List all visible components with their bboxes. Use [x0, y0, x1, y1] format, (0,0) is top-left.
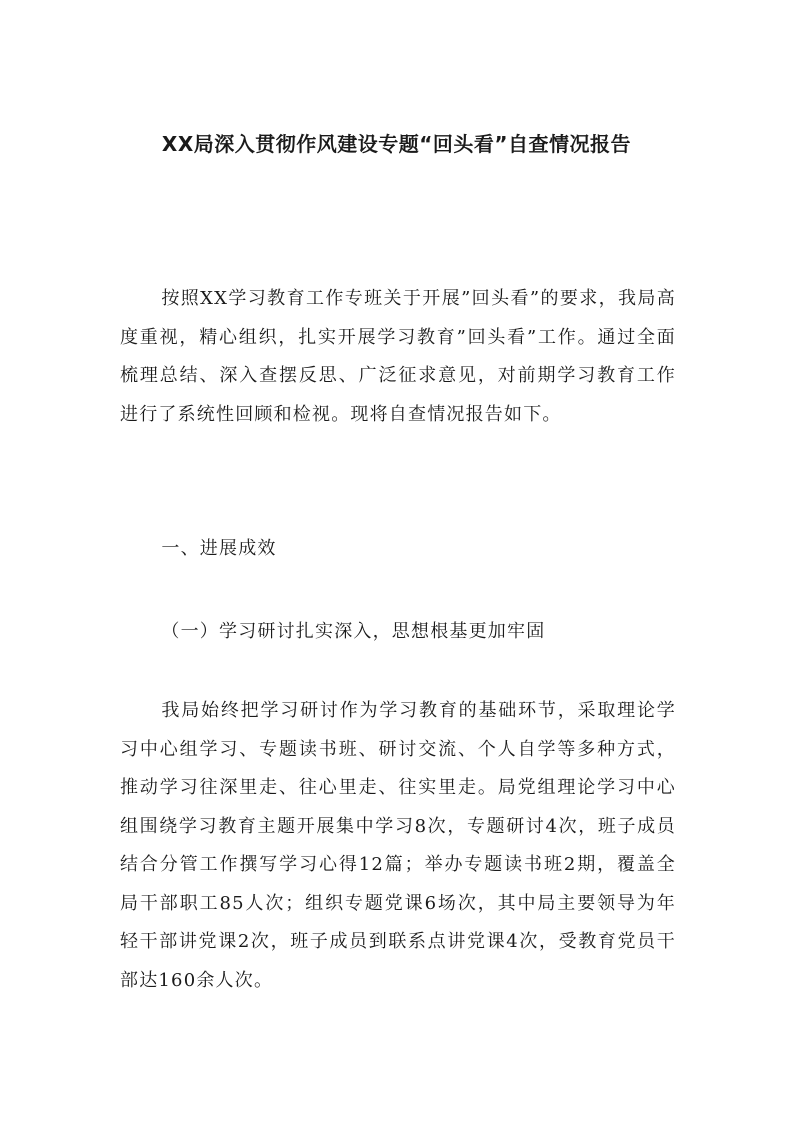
subsection-heading: （一）学习研讨扎实深入，思想根基更加牢固 — [161, 621, 546, 642]
intro-paragraph: 按照XX学习教育工作专班关于开展”回头看”的要求，我局高度重视，精心组织，扎实开展学习教育”回头看”工作。通过全面梳理总结、深入查摆反思、广泛征求意见，对前期学习教育工作进行了系统性回顾和检视。现将自查情况报告如下。 — [120, 288, 676, 425]
subsection-paragraph: 我局始终把学习研讨作为学习教育的基础环节，采取理论学习中心组学习、专题读书班、研讨交流、个人自学等多种方式，推动学习往深里走、往心里走、往实里走。局党组理论学习中心组围绕学习教育主题开展集中学习8次，专题研讨4次，班子成员结合分管工作撰写学习心得12篇；举办专题读书班2期，覆盖全局干部职工85人次；组织专题党课6场次，其中局主要领导为年轻干部讲党课2次，班子成员到联系点讲党课4次，受教育党员干部达160余人次。 — [120, 700, 676, 991]
section-heading: 一、进展成效 — [161, 538, 277, 559]
document-title: XX局深入贯彻作风建设专题“回头看”自查情况报告 — [161, 132, 632, 156]
